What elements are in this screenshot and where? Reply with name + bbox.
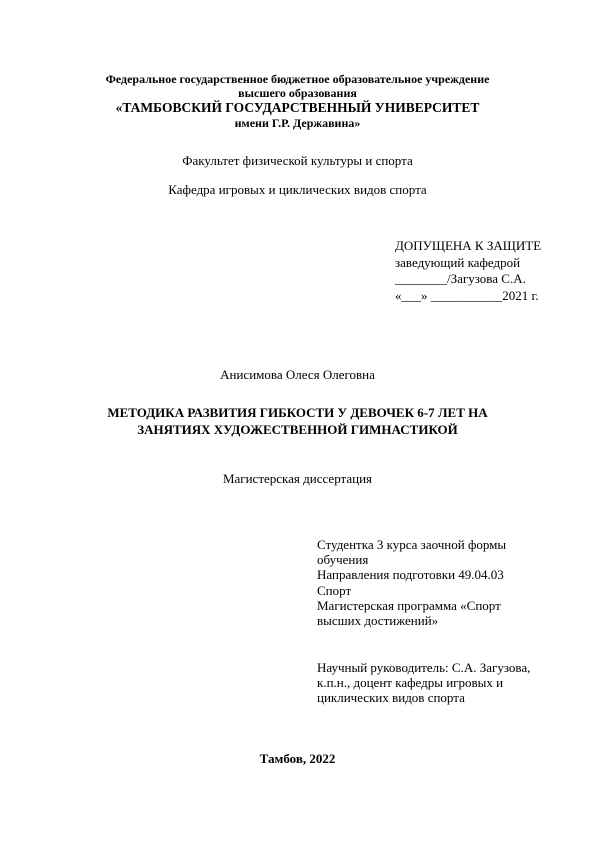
advisor-info-block (317, 660, 562, 706)
university-name: «ТАМБОВСКИЙ ГОСУДАРСТВЕННЫЙ УНИВЕРСИТЕТ (115, 100, 480, 115)
advisor-line-3: циклических видов спорта (317, 690, 465, 706)
approval-signature-line: ________/Загузова С.А. (395, 271, 526, 286)
student-line-6: высших достижений» (317, 613, 439, 629)
advisor-line-2: к.п.н., доцент кафедры игровых и (317, 675, 504, 691)
institution-line-1: Федеральное государственное бюджетное образовательное учреждение (105, 72, 490, 86)
department-name: Кафедра игровых и циклических видов спорта (168, 182, 427, 197)
university-name-suffix: имени Г.Р. Державина» (234, 116, 361, 130)
approval-block (395, 238, 541, 304)
student-line-3: Направления подготовки 49.04.03 (317, 567, 504, 583)
student-line-5: Магистерская программа «Спорт (317, 597, 501, 613)
thesis-title-line-1: МЕТОДИКА РАЗВИТИЯ ГИБКОСТИ У ДЕВОЧЕК 6-7 ЛЕТ НА (107, 405, 488, 420)
institution-header (0, 72, 595, 130)
institution-line-2: высшего образования (238, 86, 357, 100)
author-name: Анисимова Олеся Олеговна (220, 367, 375, 382)
faculty-name: Факультет физической культуры и спорта (182, 153, 413, 168)
student-line-1: Студентка 3 курса заочной формы (317, 537, 507, 552)
work-type: Магистерская диссертация (222, 471, 373, 486)
thesis-title (0, 405, 595, 438)
advisor-line-1: Научный руководитель: С.А. Загузова, (317, 660, 531, 675)
approval-heading: ДОПУЩЕНА К ЗАЩИТЕ (395, 238, 542, 253)
student-info-block (317, 537, 562, 628)
thesis-title-line-2: ЗАНЯТИЯХ ХУДОЖЕСТВЕННОЙ ГИМНАСТИКОЙ (137, 421, 458, 437)
student-line-4: Спорт (317, 582, 352, 598)
approval-date-line: «___» ___________2021 г. (395, 287, 539, 303)
approval-role: заведующий кафедрой (395, 254, 521, 270)
student-line-2: обучения (317, 552, 369, 568)
city-year: Тамбов, 2022 (259, 751, 336, 766)
